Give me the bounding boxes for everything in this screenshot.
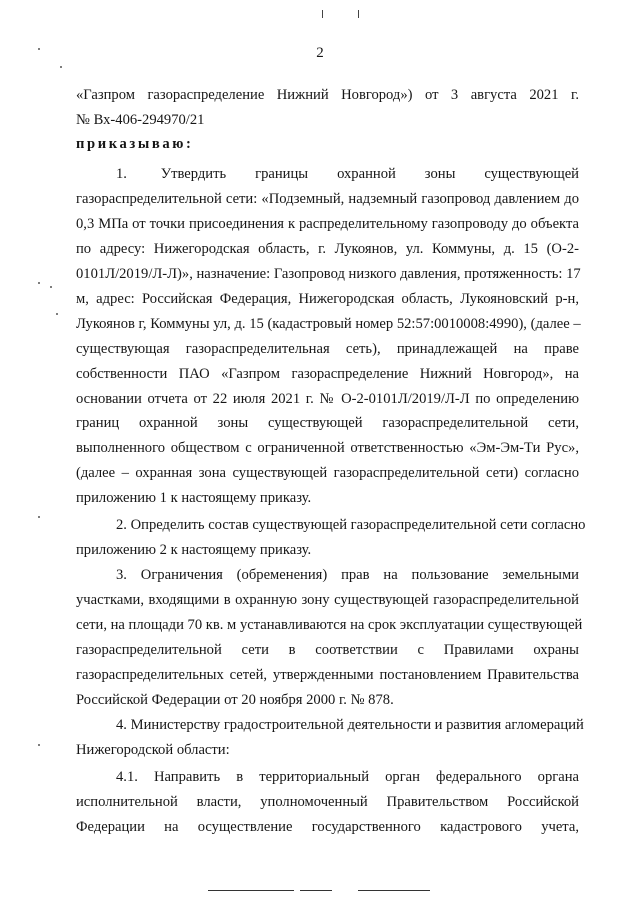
footer-rule	[358, 890, 430, 891]
scan-speck	[60, 66, 62, 68]
text-line: газораспределительных сетей, утвержденными постановлением Правительства	[76, 667, 579, 683]
text-line: приложению 1 к настоящему приказу.	[76, 490, 312, 506]
text-line: сети, на площади 70 кв. м устанавливаются на срок эксплуатации существующей	[76, 617, 583, 633]
text-line: м, адрес: Российская Федерация, Нижегородская область, Лукояновский р-н,	[76, 291, 579, 307]
order-heading: приказываю:	[76, 136, 194, 152]
scan-speck	[56, 313, 58, 315]
text-line: 4.1. Направить в территориальный орган федерального органа	[116, 769, 579, 785]
footer-rule	[300, 890, 332, 891]
text-line: 2. Определить состав существующей газораспределительной сети согласно	[116, 517, 586, 533]
text-line: приложению 2 к настоящему приказу.	[76, 542, 312, 558]
text-line: основании отчета от 22 июля 2021 г. № О-2-0101Л/2019/Л-Л по определению	[76, 391, 579, 407]
text-line: № Вх-406-294970/21	[76, 112, 205, 128]
scan-speck	[50, 286, 52, 288]
scan-speck	[38, 516, 40, 518]
text-line: Нижегородской области:	[76, 742, 230, 758]
text-line: «Газпром газораспределение Нижний Новгород») от 3 августа 2021 г.	[76, 87, 579, 103]
text-line: исполнительной власти, уполномоченный Правительством Российской	[76, 794, 579, 810]
text-line: по адресу: Нижегородская область, г. Лукоянов, ул. Коммуны, д. 15 (О-2-	[76, 241, 579, 257]
text-line: 3. Ограничения (обременения) прав на пользование земельными	[116, 567, 579, 583]
text-line: Лукоянов г, Коммуны ул, д. 15 (кадастровый номер 52:57:0010008:4990), (далее –	[76, 316, 581, 332]
text-line: границ охранной зоны существующей газораспределительной сети,	[76, 415, 579, 431]
text-line: собственности ПАО «Газпром газораспределение Нижний Новгород», на	[76, 366, 579, 382]
footer-rule	[208, 890, 294, 891]
scan-mark	[322, 10, 323, 18]
text-line: существующая газораспределительная сеть), принадлежащей на праве	[76, 341, 579, 357]
text-line: Российской Федерации от 20 ноября 2000 г. № 878.	[76, 692, 394, 708]
text-line: 4. Министерству градостроительной деятельности и развития агломераций	[116, 717, 584, 733]
text-line: газораспределительной сети: «Подземный, надземный газопровод давлением до	[76, 191, 579, 207]
text-line: (далее – охранная зона существующей газораспределительной сети) согласно	[76, 465, 579, 481]
text-line: участками, входящими в охранную зону существующей газораспределительной	[76, 592, 579, 608]
page-number: 2	[316, 45, 324, 61]
text-line: 0,3 МПа от точки присоединения к распределительному газопроводу до объекта	[76, 216, 579, 232]
scan-mark	[358, 10, 359, 18]
text-line: газораспределительной сети в соответствии с Правилами охраны	[76, 642, 579, 658]
text-line: выполненного обществом с ограниченной ответственностью «Эм-Эм-Ти Рус»,	[76, 440, 579, 456]
text-line: 1. Утвердить границы охранной зоны существующей	[116, 166, 579, 182]
text-line: 0101Л/2019/Л-Л)», назначение: Газопровод низкого давления, протяженность: 17	[76, 266, 581, 282]
text-line: Федерации на осуществление государственного кадастрового учета,	[76, 819, 579, 835]
scan-speck	[38, 744, 40, 746]
scan-speck	[38, 282, 40, 284]
